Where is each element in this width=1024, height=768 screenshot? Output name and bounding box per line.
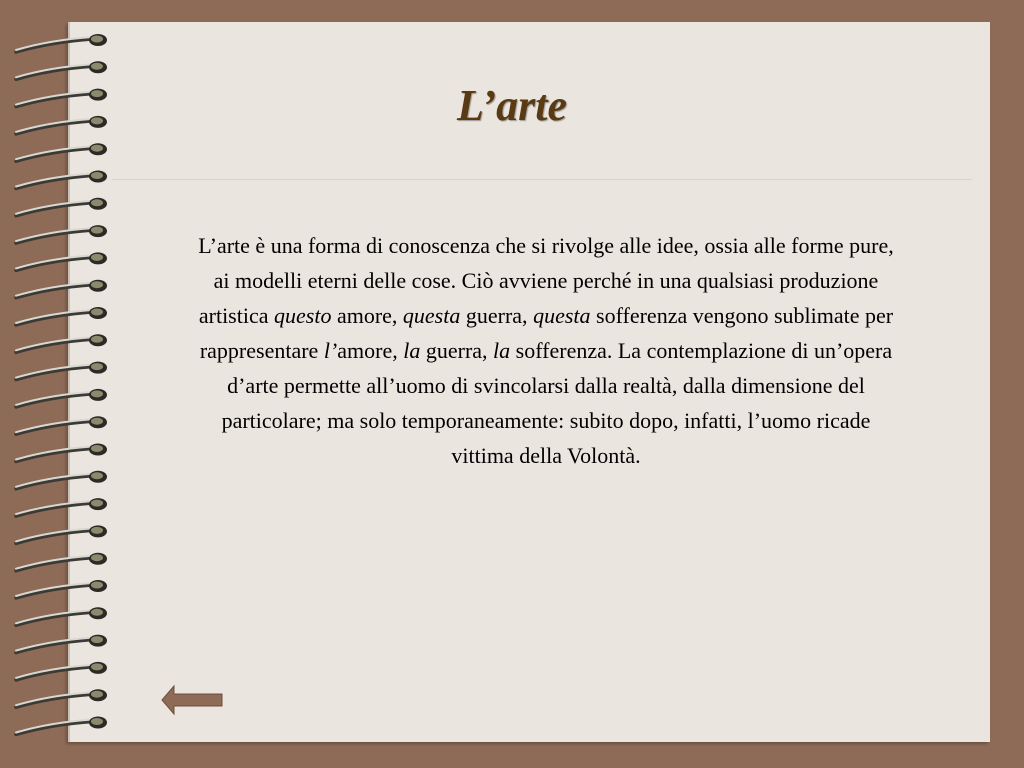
binding-ring [16, 525, 107, 543]
binding-ring [16, 444, 107, 462]
text-run: guerra, [420, 338, 494, 363]
binding-ring [16, 252, 107, 270]
binding-ring [16, 580, 107, 598]
text-run: amore, [331, 303, 403, 328]
italic-text-run: l’ [323, 338, 338, 363]
binding-ring [16, 225, 107, 243]
binding-ring [16, 498, 107, 516]
slide-title: L’arte [457, 81, 567, 130]
body-paragraph [196, 228, 896, 473]
binding-ring [16, 61, 107, 79]
binding-ring [16, 389, 107, 407]
text-run: sofferenza. La contemplazione di un’opera d’arte permette all’uomo di svincolarsi dalla realtà, dalla dimensione del particolare; ma solo temporaneamente: subito dopo, infatti, l’uomo ricade vittima della Volontà. [221, 338, 893, 468]
binding-ring [16, 34, 107, 52]
text-run: amore, [337, 338, 404, 363]
binding-ring [16, 717, 107, 735]
binding-ring [16, 307, 107, 325]
italic-text-run: questa [402, 303, 461, 328]
italic-text-run: la [403, 338, 421, 363]
italic-text-run: la [493, 338, 511, 363]
italic-text-run: questo [274, 303, 332, 328]
binding-ring [16, 553, 107, 571]
binding-ring [16, 280, 107, 298]
binding-ring [16, 143, 107, 161]
text-run: sofferenza vengono sublimate per rappresentare [199, 303, 894, 363]
binding-ring [16, 416, 107, 434]
binding-ring [16, 607, 107, 625]
binding-ring [16, 334, 107, 352]
binding-ring [16, 171, 107, 189]
text-run: L’arte è una forma di conoscenza che si rivolge alle idee, ossia alle forme pure, ai modelli eterni delle cose. Ciò avviene perché in una qualsiasi produzione artistica [198, 233, 894, 328]
text-run: guerra, [460, 303, 534, 328]
binding-ring [16, 662, 107, 680]
binding-ring [16, 471, 107, 489]
title-divider [112, 179, 972, 180]
italic-text-run: questa [533, 303, 591, 328]
binding-ring [16, 198, 107, 216]
binding-ring [16, 635, 107, 653]
binding-ring [16, 689, 107, 707]
left-arrow-icon[interactable] [160, 682, 224, 718]
binding-ring [16, 362, 107, 380]
